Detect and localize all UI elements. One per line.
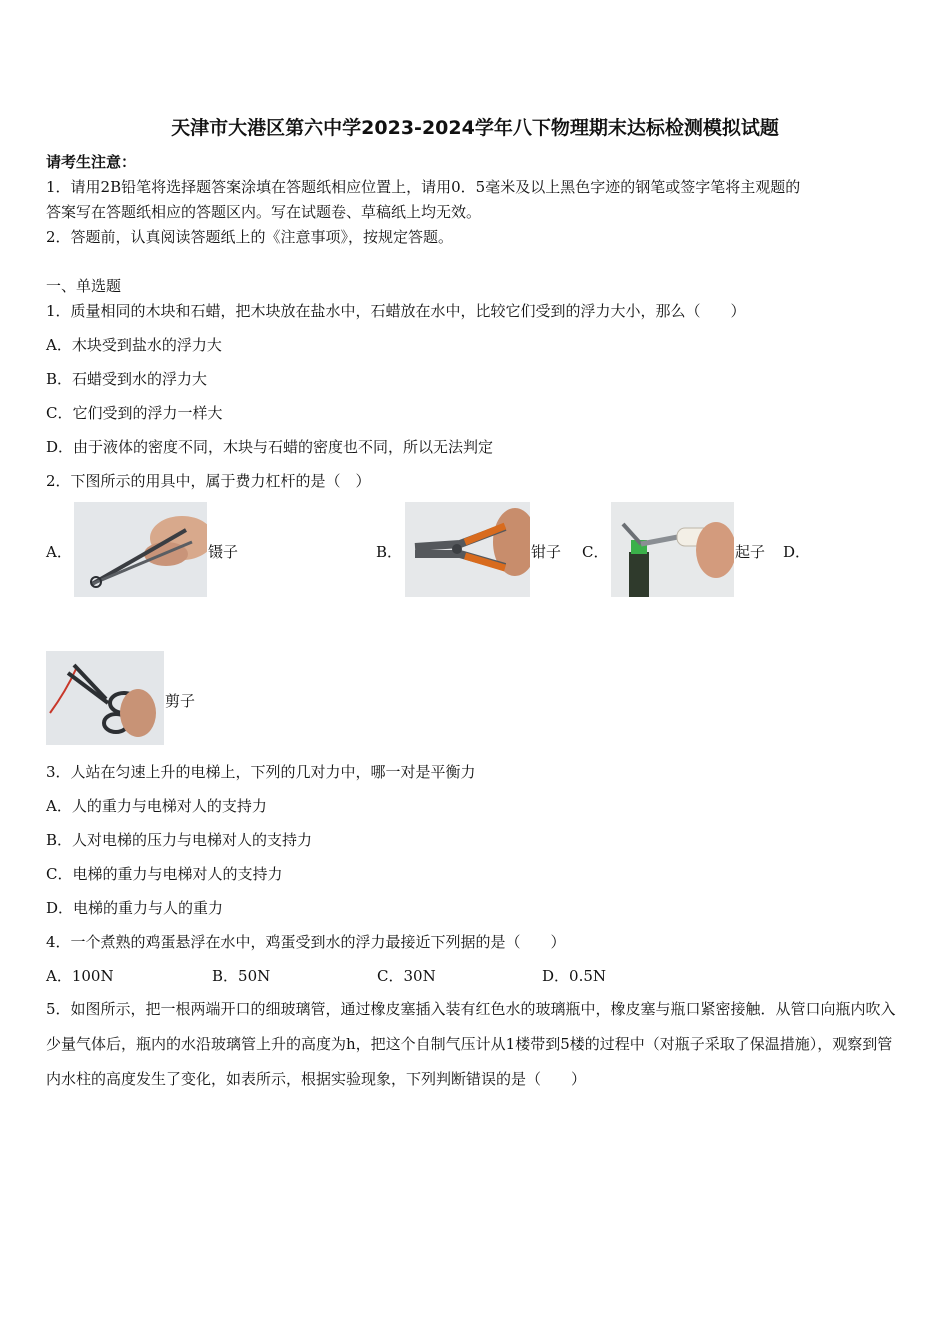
q1-option-c: C．它们受到的浮力一样大 bbox=[46, 404, 223, 422]
page-title: 天津市大港区第六中学2023-2024学年八下物理期末达标检测模拟试题 bbox=[171, 117, 779, 139]
q4-option-a: A．100N bbox=[46, 967, 114, 985]
q3-stem: 3．人站在匀速上升的电梯上，下列的几对力中，哪一对是平衡力 bbox=[46, 763, 476, 781]
q2-option-d-letter: D． bbox=[783, 543, 811, 561]
tweezers-image bbox=[74, 502, 207, 597]
q1-option-d: D．由于液体的密度不同，木块与石蜡的密度也不同，所以无法判定 bbox=[46, 438, 494, 456]
q1-option-a: A．木块受到盐水的浮力大 bbox=[46, 336, 222, 354]
q3-option-a: A．人的重力与电梯对人的支持力 bbox=[46, 797, 267, 815]
q1-option-b: B．石蜡受到水的浮力大 bbox=[46, 370, 208, 388]
q1-stem: 1．质量相同的木块和石蜡，把木块放在盐水中，石蜡放在水中，比较它们受到的浮力大小，那么（ ） bbox=[46, 302, 746, 320]
q4-option-d: D．0.5N bbox=[542, 967, 607, 985]
scissors-image bbox=[46, 651, 164, 745]
q4-option-b: B．50N bbox=[212, 967, 271, 985]
notice-line-2: 2．答题前，认真阅读答题纸上的《注意事项》，按规定答题。 bbox=[46, 228, 454, 246]
q2-option-d-name: 剪子 bbox=[165, 692, 196, 710]
q4-option-c: C．30N bbox=[377, 967, 436, 985]
q2-option-b-name: 钳子 bbox=[531, 543, 562, 561]
notice-line-1b: 答案写在答题纸相应的答题区内。写在试题卷、草稿纸上均无效。 bbox=[46, 203, 482, 221]
q2-stem: 2．下图所示的用具中，属于费力杠杆的是（ ） bbox=[46, 472, 371, 490]
notice-heading: 请考生注意： bbox=[46, 153, 137, 171]
q2-option-c-letter: C． bbox=[582, 543, 609, 561]
section-heading: 一、单选题 bbox=[46, 277, 122, 295]
q2-option-a-letter: A． bbox=[46, 543, 72, 561]
pliers-image bbox=[405, 502, 530, 597]
q2-option-a-name: 镊子 bbox=[208, 543, 239, 561]
notice-line-1a: 1．请用2B铅笔将选择题答案涂填在答题纸相应位置上，请用0．5毫米及以上黑色字迹的钢笔或签字笔将主观题的 bbox=[46, 178, 801, 196]
q2-option-c-name: 起子 bbox=[735, 543, 766, 561]
q3-option-c: C．电梯的重力与电梯对人的支持力 bbox=[46, 865, 283, 883]
q3-option-b: B．人对电梯的压力与电梯对人的支持力 bbox=[46, 831, 313, 849]
bottle-opener-image bbox=[611, 502, 734, 597]
q5-text: 5．如图所示，把一根两端开口的细玻璃管，通过橡皮塞插入装有红色水的玻璃瓶中，橡皮塞与瓶口紧密接触．从管口向瓶内吹入少量气体后，瓶内的水沿玻璃管上升的高度为h，把这个自制气压计从1楼带到5楼的过程中（对瓶子采取了保温措施），观察到管内水柱的高度发生了变化，如表所示，根据实验现象，下列判断错误的是（ ） bbox=[46, 1000, 896, 1088]
q2-option-b-letter: B． bbox=[376, 543, 403, 561]
q4-stem: 4．一个煮熟的鸡蛋悬浮在水中，鸡蛋受到水的浮力最接近下列据的是（ ） bbox=[46, 933, 566, 951]
q3-option-d: D．电梯的重力与人的重力 bbox=[46, 899, 224, 917]
